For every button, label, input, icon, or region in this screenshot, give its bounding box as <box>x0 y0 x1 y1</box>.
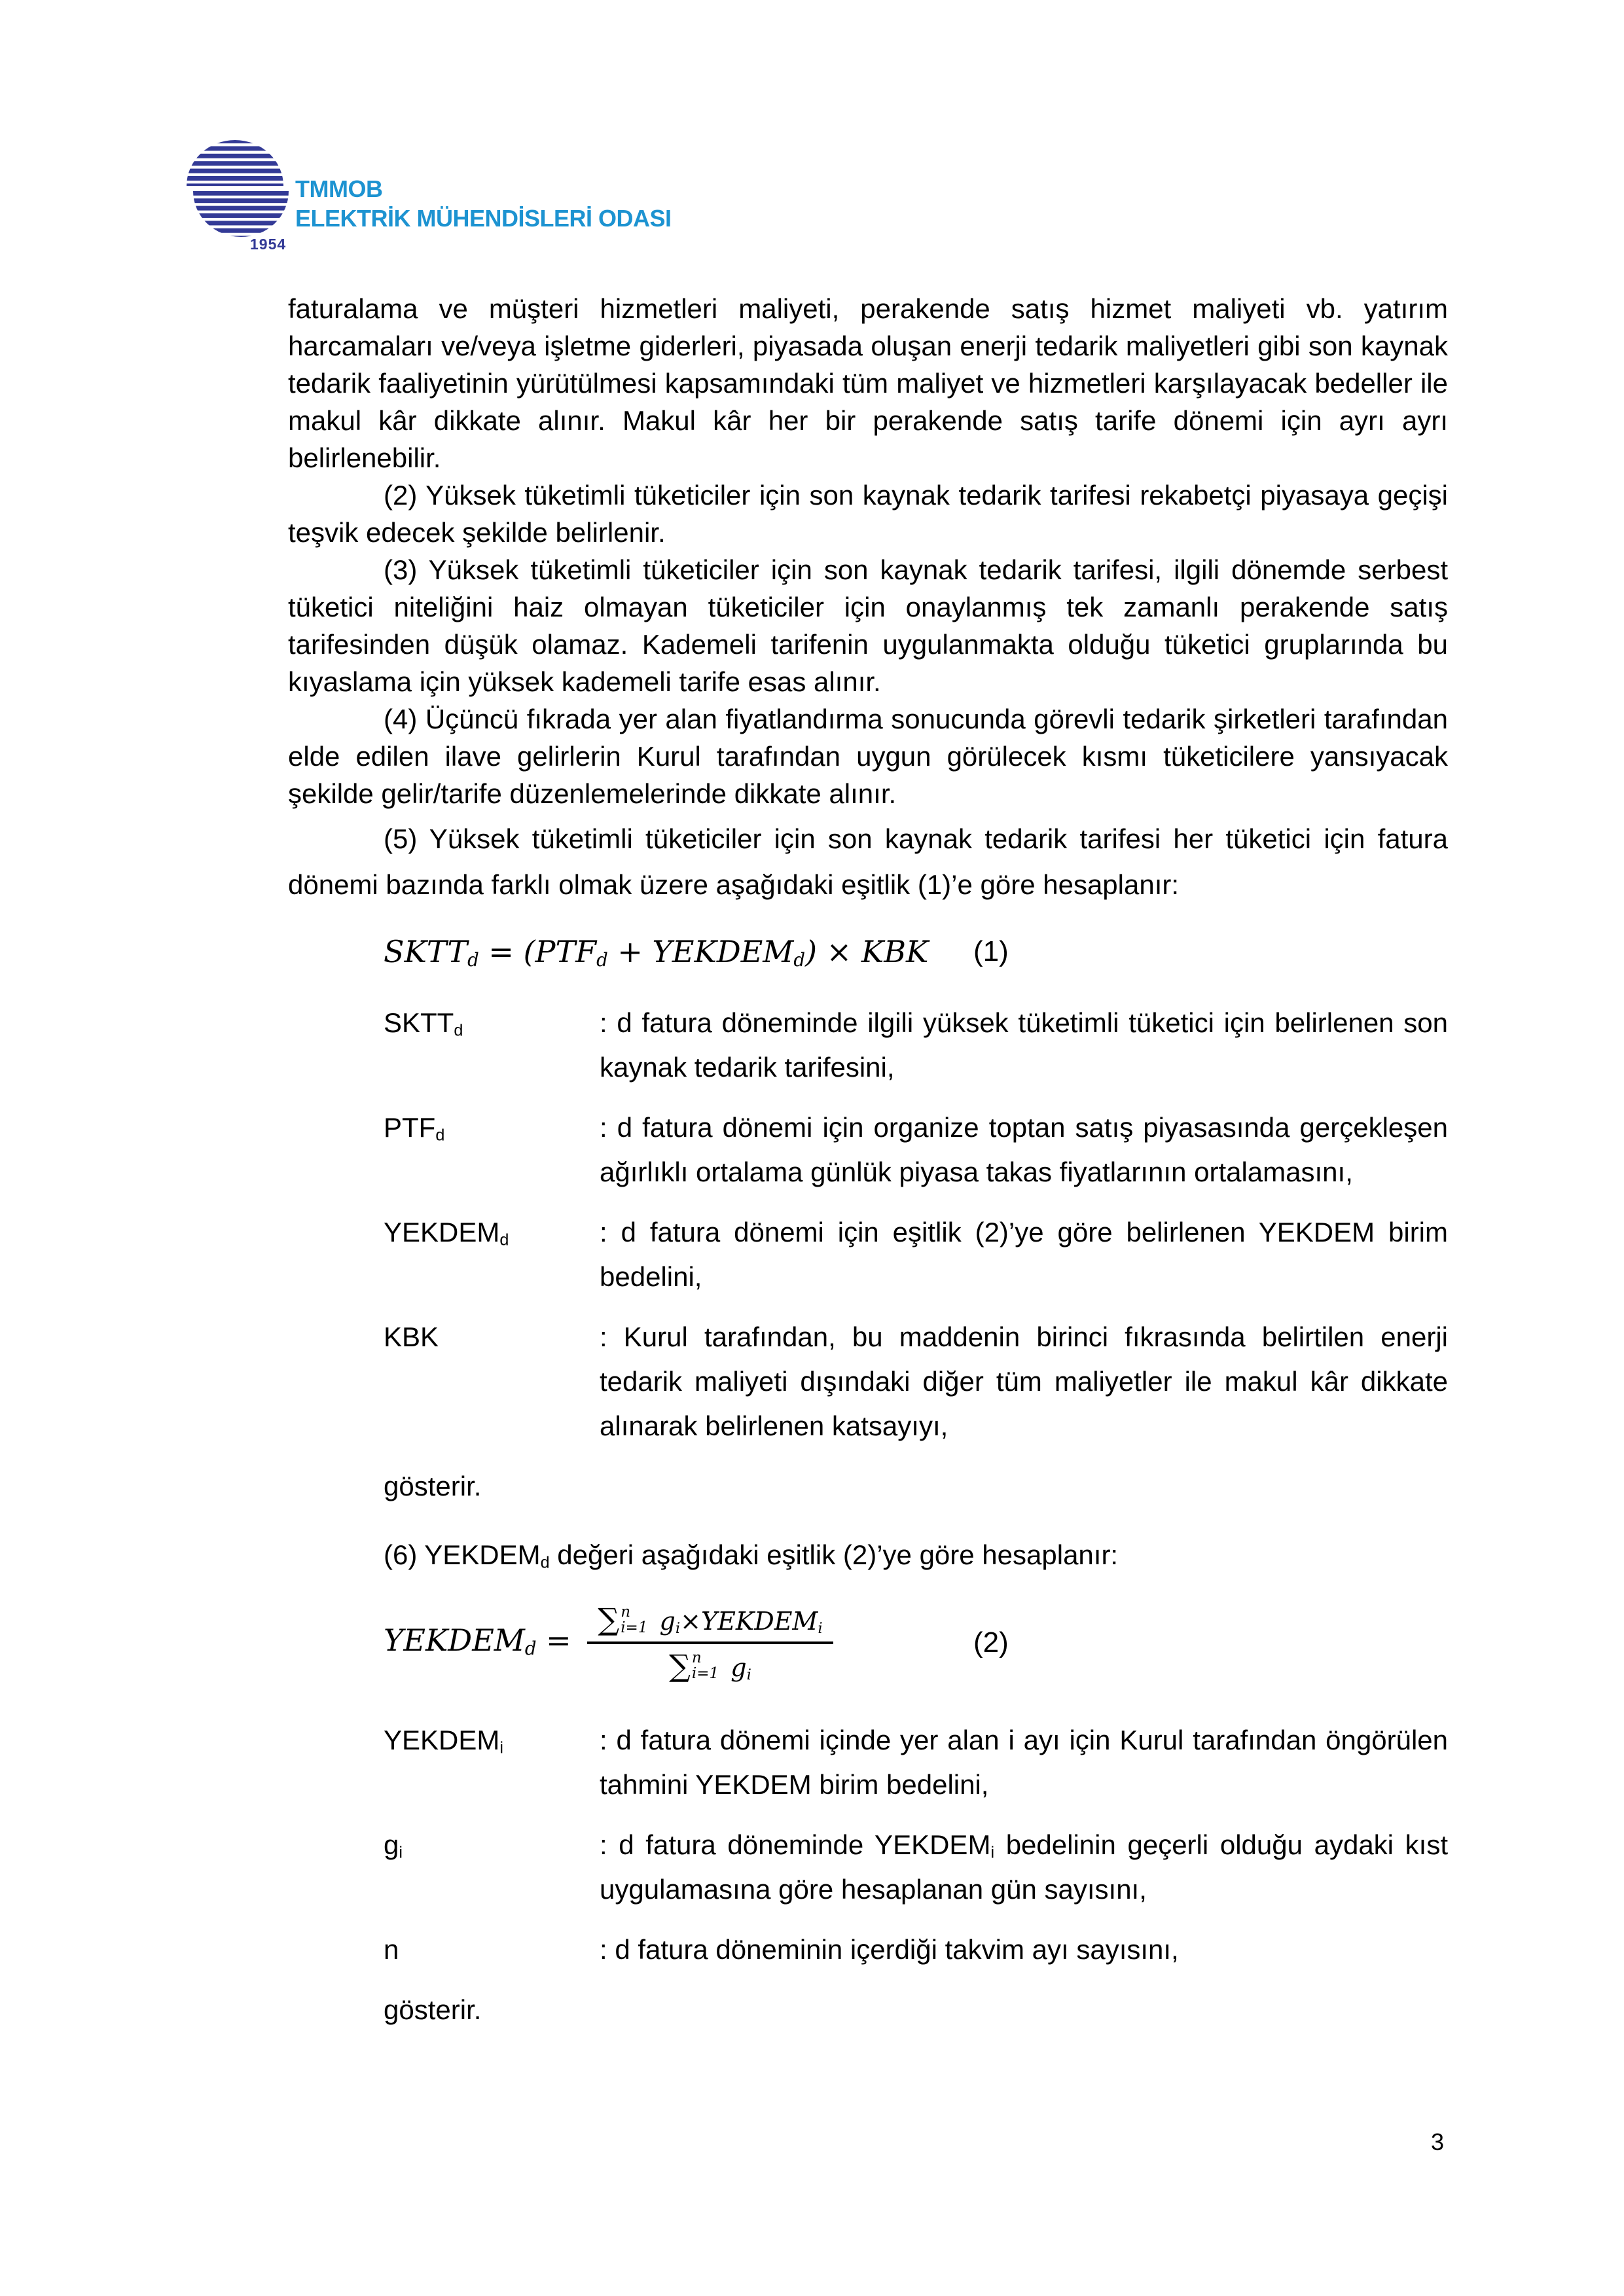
definition-term: KBK <box>384 1321 439 1352</box>
paragraph-3: (3) Yüksek tüketimli tüketiciler için son kaynak tedarik tarifesi, ilgili dönemde serbest tüketici niteliğini haiz olmayan tüketiciler için onaylanmış tek zamanlı perakende satış tarifesinden düşük olamaz. Kademeli tarifenin uygulanmakta olduğu tüketici gruplarında bu kıyaslama için yüksek kademeli tarife esas alınır. <box>288 554 1448 697</box>
definition-list-2-footer: gösterir. <box>384 1994 482 2025</box>
definition-text: : d fatura döneminde $YEKDEM_i$ bedelinin geçerli olduğu aydaki kıst uygulamasına göre hesaplanan gün sayısını, <box>600 1829 1448 1905</box>
definition-sktt <box>288 1001 1448 1090</box>
definition-term: n <box>384 1934 399 1965</box>
paragraph-2: (2) Yüksek tüketimli tüketiciler için son kaynak tedarik tarifesi rekabetçi piyasaya geçişi teşvik edecek şekilde belirlenir. <box>288 480 1448 548</box>
definition-yekdem-d <box>288 1210 1448 1299</box>
sigma-operator: ∑ n i=1 <box>598 1602 648 1638</box>
definition-list-1 <box>288 1001 1448 1509</box>
equation-1 <box>384 930 1448 973</box>
denominator-terms: $g_i$ <box>731 1653 751 1684</box>
equation-1-number: (1) <box>973 935 1009 967</box>
equation-2-number: (2) <box>973 1626 1009 1659</box>
numerator-terms: $g_i\times YEKDEM_i$ <box>659 1607 823 1638</box>
sigma-lower-limit: i=1 <box>691 1665 719 1683</box>
definition-list-2 <box>288 1718 1448 2032</box>
definition-text: : d fatura dönemi için eşitlik (2)’ye göre belirlenen YEKDEM birim bedelini, <box>600 1217 1448 1292</box>
equation-1-expression: $SKTT_d = (PTF_d$ + $YEKDEM_d$) × KBK <box>384 934 929 971</box>
paragraph-1: faturalama ve müşteri hizmetleri maliyeti, perakende satış hizmet maliyeti vb. yatırım harcamaları ve/veya işletme giderleri, piyasada oluşan enerji tedarik maliyetleri gibi son kaynak tedarik faaliyetinin yürütülmesi kapsamındaki tüm maliyet ve hizmetleri karşılayacak bedeller ile makul kâr dikkate alınır. Makul kâr her bir perakende satış tarife dönemi için ayrı ayrı belirlenebilir. <box>288 293 1448 473</box>
logo-year-label: 1954 <box>250 236 287 253</box>
sigma-upper-limit: n <box>621 1603 631 1621</box>
globe-icon <box>185 139 293 243</box>
equation-2-fraction <box>587 1603 833 1682</box>
page-number: 3 <box>1431 2128 1445 2155</box>
definition-text: : d fatura döneminde ilgili yüksek tüketimli tüketici için belirlenen son kaynak tedarik tarifesini, <box>600 1007 1448 1083</box>
logo-name-label: ELEKTRİK MÜHENDİSLERİ ODASI <box>295 205 672 232</box>
definition-term: $YEKDEM_i$ <box>384 1725 503 1757</box>
fraction-denominator <box>587 1644 833 1683</box>
definition-kbk <box>288 1315 1448 1448</box>
logo-wordmark <box>295 174 672 233</box>
definition-ptf <box>288 1105 1448 1194</box>
logo-org-label: TMMOB <box>295 175 383 202</box>
definition-list-1-footer: gösterir. <box>384 1471 482 1501</box>
paragraph-4: (4) Üçüncü fıkrada yer alan fiyatlandırma sonucunda görevli tedarik şirketleri tarafından elde edilen ilave gelirlerin Kurul tarafından uygun görülecek kısmı tüketicilere yansıyacak şekilde gelir/tarife düzenlemelerinde dikkate alınır. <box>288 704 1448 809</box>
equation-2 <box>288 1594 1448 1692</box>
definition-text: : d fatura döneminin içerdiği takvim ayı sayısını, <box>600 1934 1179 1965</box>
definition-yekdem-i <box>288 1718 1448 1807</box>
sigma-upper-limit: n <box>691 1649 702 1667</box>
definition-n <box>288 1928 1448 1972</box>
definition-term: $PTF_d$ <box>384 1112 445 1145</box>
paragraph-6: (6) $YEKDEM_d$ değeri aşağıdaki eşitlik (2)’ye göre hesaplanır: <box>384 1539 1119 1572</box>
definition-term: $YEKDEM_d$ <box>384 1217 509 1249</box>
paragraph-5: (5) Yüksek tüketimli tüketiciler için son kaynak tedarik tarifesi her tüketici için fatura dönemi bazında farklı olmak üzere aşağıdaki eşitlik (1)’e göre hesaplanır: <box>288 823 1448 900</box>
sigma-operator: ∑ n i=1 <box>669 1648 719 1683</box>
definition-term: $g_i$ <box>384 1829 403 1862</box>
definition-gi <box>288 1823 1448 1912</box>
definition-text: : Kurul tarafından, bu maddenin birinci fıkrasında belirtilen enerji tedarik maliyeti dışındaki diğer tüm maliyetler ile makul kâr dikkate alınarak belirlenen katsayıyı, <box>600 1321 1448 1441</box>
equation-2-lhs: $YEKDEM_d$ = <box>384 1623 571 1660</box>
fraction-numerator <box>587 1603 833 1644</box>
emo-logo <box>185 139 682 263</box>
definition-term: $SKTT_d$ <box>384 1007 463 1040</box>
sigma-lower-limit: i=1 <box>621 1619 648 1636</box>
definition-text: : d fatura dönemi için organize toptan satış piyasasında gerçekleşen ağırlıklı ortalama günlük piyasa takas fiyatlarının ortalamasını, <box>600 1112 1448 1187</box>
definition-text: : d fatura dönemi içinde yer alan i ayı için Kurul tarafından öngörülen tahmini YEKDEM birim bedelini, <box>600 1725 1448 1800</box>
document-body <box>288 290 1448 2032</box>
